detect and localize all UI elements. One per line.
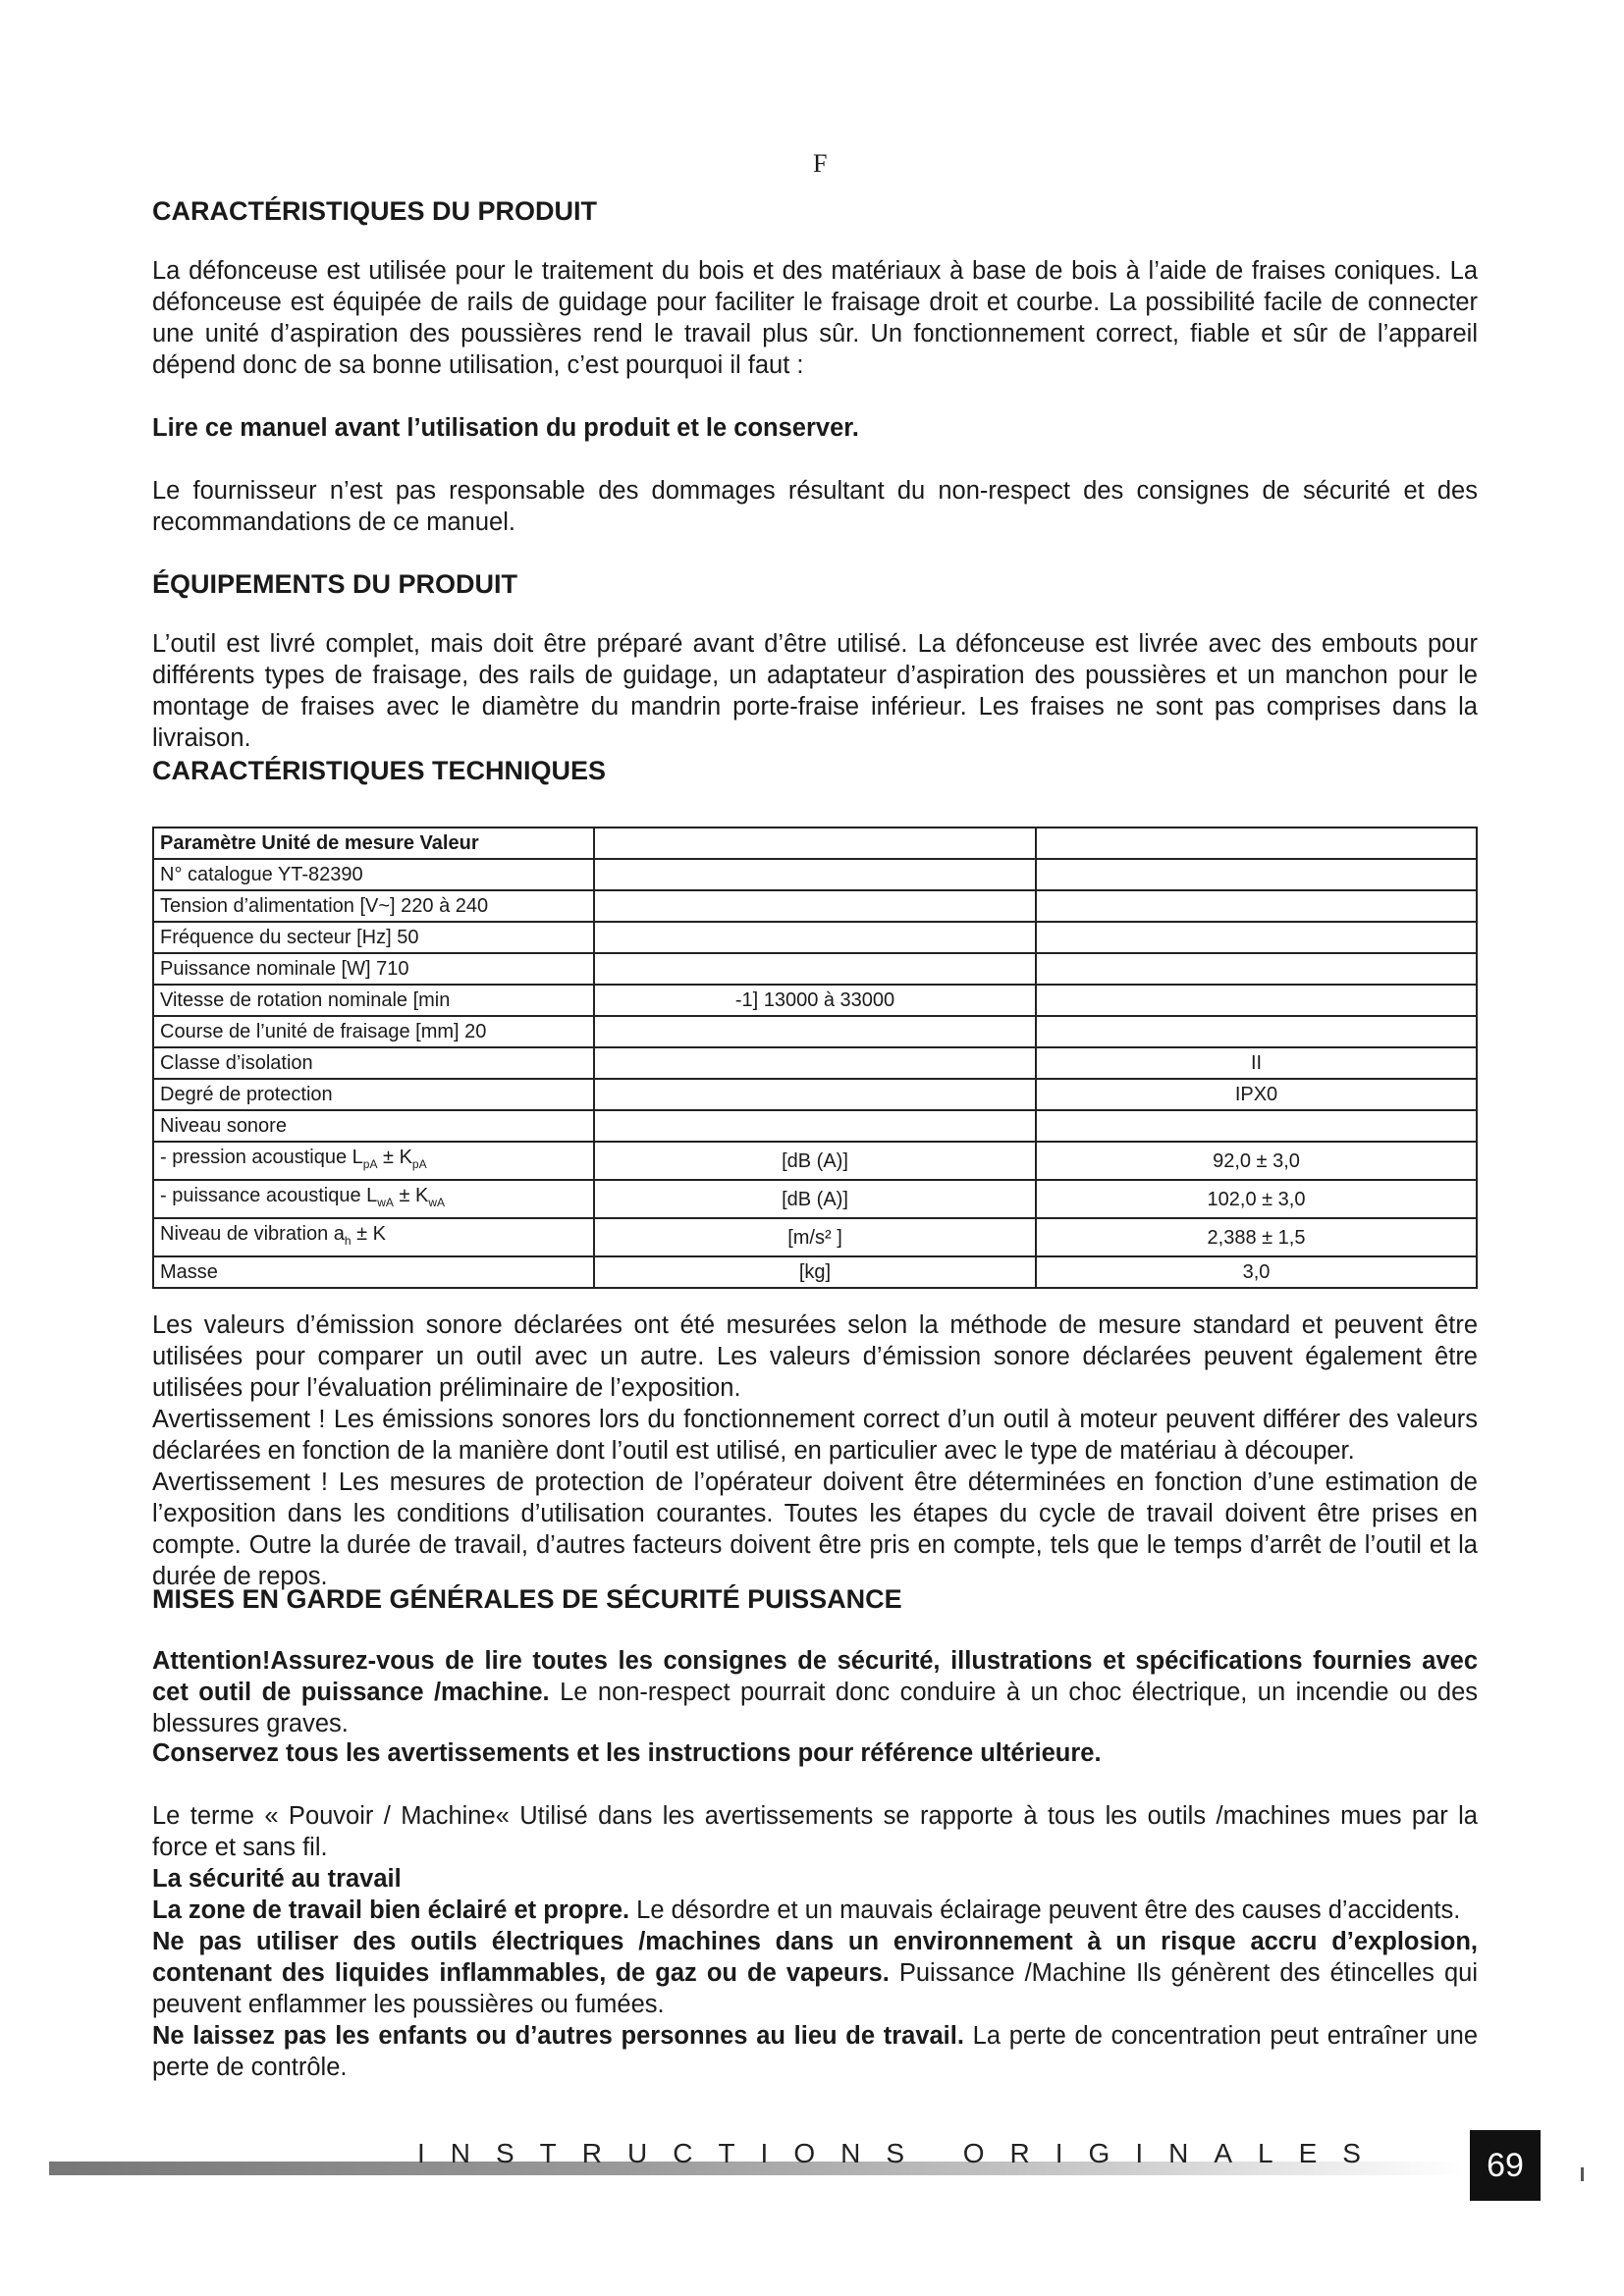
work-area-bold: La zone de travail bien éclairé et propre. — [152, 1896, 630, 1924]
table-cell: Niveau de vibration $a_h \pm K$ — [153, 1218, 594, 1256]
table-cell: Degré de protection — [153, 1079, 594, 1110]
sound-pressure-label: - pression acoustique L — [160, 1147, 363, 1168]
supplier-disclaimer: Le fournisseur n’est pas responsable des dommages résultant du non-respect des consignes de sécurité et des recommandations de ce manuel. — [152, 477, 1478, 536]
table-row — [153, 1110, 1477, 1142]
equipment-description: L’outil est livré complet, mais doit être préparé avant d’être utilisé. La défonceuse est livrée avec des embouts pour différents types de fraisage, des rails de guidage, un adaptateur d’aspiration des poussières et un manchon pour le montage de fraises avec le diamètre du mandrin porte-fraise inférieur. Les fraises ne sont pas comprises dans la livraison. — [152, 630, 1478, 752]
table-cell — [1036, 985, 1477, 1016]
warning-noise-paragraph: Avertissement ! Les émissions sonores lors du fonctionnement correct d’un outil à moteur peuvent différer des valeurs déclarées en fonction de la manière dont l’outil est utilisé, en particulier avec le type de matériau à découper. — [152, 1406, 1478, 1465]
work-area-rest: Le désordre et un mauvais éclairage peuvent être des causes d’accidents. — [629, 1896, 1461, 1924]
table-row — [153, 985, 1477, 1016]
table-cell: Tension d’alimentation [V~] 220 à 240 — [153, 890, 594, 922]
table-row — [153, 1016, 1477, 1047]
language-marker: F — [813, 149, 828, 178]
children-bold: Ne laissez pas les enfants ou d’autres personnes au lieu de travail. — [152, 2022, 964, 2050]
table-cell — [1036, 859, 1477, 890]
table-cell: 2,388 ± 1,5 — [1036, 1218, 1477, 1256]
table-cell: [m/s² ] — [594, 1218, 1036, 1256]
table-row — [153, 953, 1477, 985]
table-cell — [594, 828, 1036, 859]
attention-bold: Attention!Assurez-vous de lire toutes les consignes de sécurité, illustrations et spécifications fournies avec cet outil de puissance /machine. — [152, 1647, 1478, 1706]
table-cell: - puissance acoustique $L_{wA} \pm K_{wA}$ — [153, 1180, 594, 1218]
table-row — [153, 1180, 1477, 1218]
table-cell: II — [1036, 1047, 1477, 1079]
table-cell: Masse — [153, 1256, 594, 1288]
table-cell — [1036, 953, 1477, 985]
table-cell: Vitesse de rotation nominale [min — [153, 985, 594, 1016]
table-cell — [594, 890, 1036, 922]
section-title-technical: CARACTÉRISTIQUES TECHNIQUES — [152, 756, 607, 785]
warning-protection-paragraph: Avertissement ! Les mesures de protection de l’opérateur doivent être déterminées en fonction d’une estimation de l’exposition dans les conditions d’utilisation courantes. Toutes les étapes du cycle de travail doivent être prises en compte. Outre la durée de travail, d’autres facteurs doivent être pris en compte, tels que le temps d’arrêt de l’outil et la durée de repos. — [152, 1468, 1478, 1590]
table-cell: IPX0 — [1036, 1079, 1477, 1110]
explosive-env-bold: Ne pas utiliser des outils électriques /machines dans un environnement à un risque accru d’explosion, contenant des liquides inflammables, de gaz ou de vapeurs. — [152, 1928, 1478, 1987]
table-cell — [594, 1110, 1036, 1142]
table-cell: Niveau sonore — [153, 1110, 594, 1142]
attention-rest: Le non-respect pourrait donc conduire à un choc électrique, un incendie ou des blessures graves. — [152, 1679, 1479, 1737]
table-cell: 3,0 — [1036, 1256, 1477, 1288]
technical-specs-table — [152, 827, 1478, 1289]
product-description: La défonceuse est utilisée pour le traitement du bois et des matériaux à base de bois à l’aide de fraises coniques. La défonceuse est équipée de rails de guidage pour faciliter le fraisage droit et courbe. La possibilité facile de connecter une unité d’aspiration des poussières rend le travail plus sûr. Un fonctionnement correct, fiable et sûr de l’appareil dépend donc de sa bonne utilisation, c’est pourquoi il faut : — [152, 257, 1478, 379]
children-rest: La perte de concentration peut entraîner une perte de contrôle. — [152, 2022, 1478, 2081]
table-row — [153, 922, 1477, 953]
explosive-env-rest: Puissance /Machine Ils génèrent des étincelles qui peuvent enflammer les poussières ou fumées. — [152, 1959, 1478, 2018]
term-definition: Le terme « Pouvoir / Machine« Utilisé dans les avertissements se rapporte à tous les outils /machines mues par la force et sans fil. — [152, 1802, 1478, 1861]
table-header-cell: Paramètre Unité de mesure Valeur — [153, 828, 594, 859]
table-row — [153, 1256, 1477, 1288]
table-cell: - pression acoustique $L_{pA} \pm K_{pA}$ — [153, 1142, 594, 1180]
table-row — [153, 890, 1477, 922]
page-number: 69 — [1470, 2130, 1541, 2201]
table-cell — [1036, 828, 1477, 859]
noise-emission-paragraph: Les valeurs d’émission sonore déclarées ont été mesurées selon la méthode de mesure standard et peuvent être utilisées pour comparer un outil avec un autre. Les valeurs d’émission sonore déclarées peuvent également être utilisées pour l’évaluation préliminaire de l’exposition. — [152, 1311, 1478, 1402]
table-cell: Fréquence du secteur [Hz] 50 — [153, 922, 594, 953]
table-cell: [kg] — [594, 1256, 1036, 1288]
attention-paragraph — [152, 1645, 1478, 1739]
table-cell — [1036, 922, 1477, 953]
table-cell — [594, 953, 1036, 985]
table-row — [153, 1142, 1477, 1180]
table-cell: Classe d’isolation — [153, 1047, 594, 1079]
section-title-equipment: ÉQUIPEMENTS DU PRODUIT — [152, 569, 518, 599]
table-cell: 92,0 ± 3,0 — [1036, 1142, 1477, 1180]
footer-tick — [1581, 2167, 1584, 2181]
table-cell: -1] 13000 à 33000 — [594, 985, 1036, 1016]
table-cell: [dB (A)] — [594, 1180, 1036, 1218]
footer-title: INSTRUCTIONS ORIGINALES — [417, 2138, 1386, 2168]
table-cell — [1036, 1110, 1477, 1142]
sound-power-label: - puissance acoustique L — [160, 1185, 378, 1206]
table-cell — [594, 1047, 1036, 1079]
table-cell — [594, 1016, 1036, 1047]
table-cell — [1036, 1016, 1477, 1047]
work-safety-paragraph — [152, 1895, 1478, 2083]
table-row — [153, 859, 1477, 890]
vibration-label: Niveau de vibration a — [160, 1223, 345, 1245]
table-cell — [594, 922, 1036, 953]
table-row — [153, 1218, 1477, 1256]
table-cell — [594, 1079, 1036, 1110]
table-cell: 102,0 ± 3,0 — [1036, 1180, 1477, 1218]
table-cell: N° catalogue YT-82390 — [153, 859, 594, 890]
read-manual-note: Lire ce manuel avant l’utilisation du produit et le conserver. — [152, 414, 859, 442]
table-cell: Puissance nominale [W] 710 — [153, 953, 594, 985]
table-cell: Course de l’unité de fraisage [mm] 20 — [153, 1016, 594, 1047]
table-cell — [594, 859, 1036, 890]
table-header-row — [153, 828, 1477, 859]
table-row — [153, 1047, 1477, 1079]
keep-instructions-note: Conservez tous les avertissements et les instructions pour référence ultérieure. — [152, 1739, 1102, 1767]
work-safety-title: La sécurité au travail — [152, 1865, 402, 1893]
table-cell: [dB (A)] — [594, 1142, 1036, 1180]
table-row — [153, 1079, 1477, 1110]
section-title-safety: MISES EN GARDE GÉNÉRALES DE SÉCURITÉ PUISSANCE — [152, 1584, 902, 1614]
table-cell — [1036, 890, 1477, 922]
section-title-product: CARACTÉRISTIQUES DU PRODUIT — [152, 196, 598, 226]
